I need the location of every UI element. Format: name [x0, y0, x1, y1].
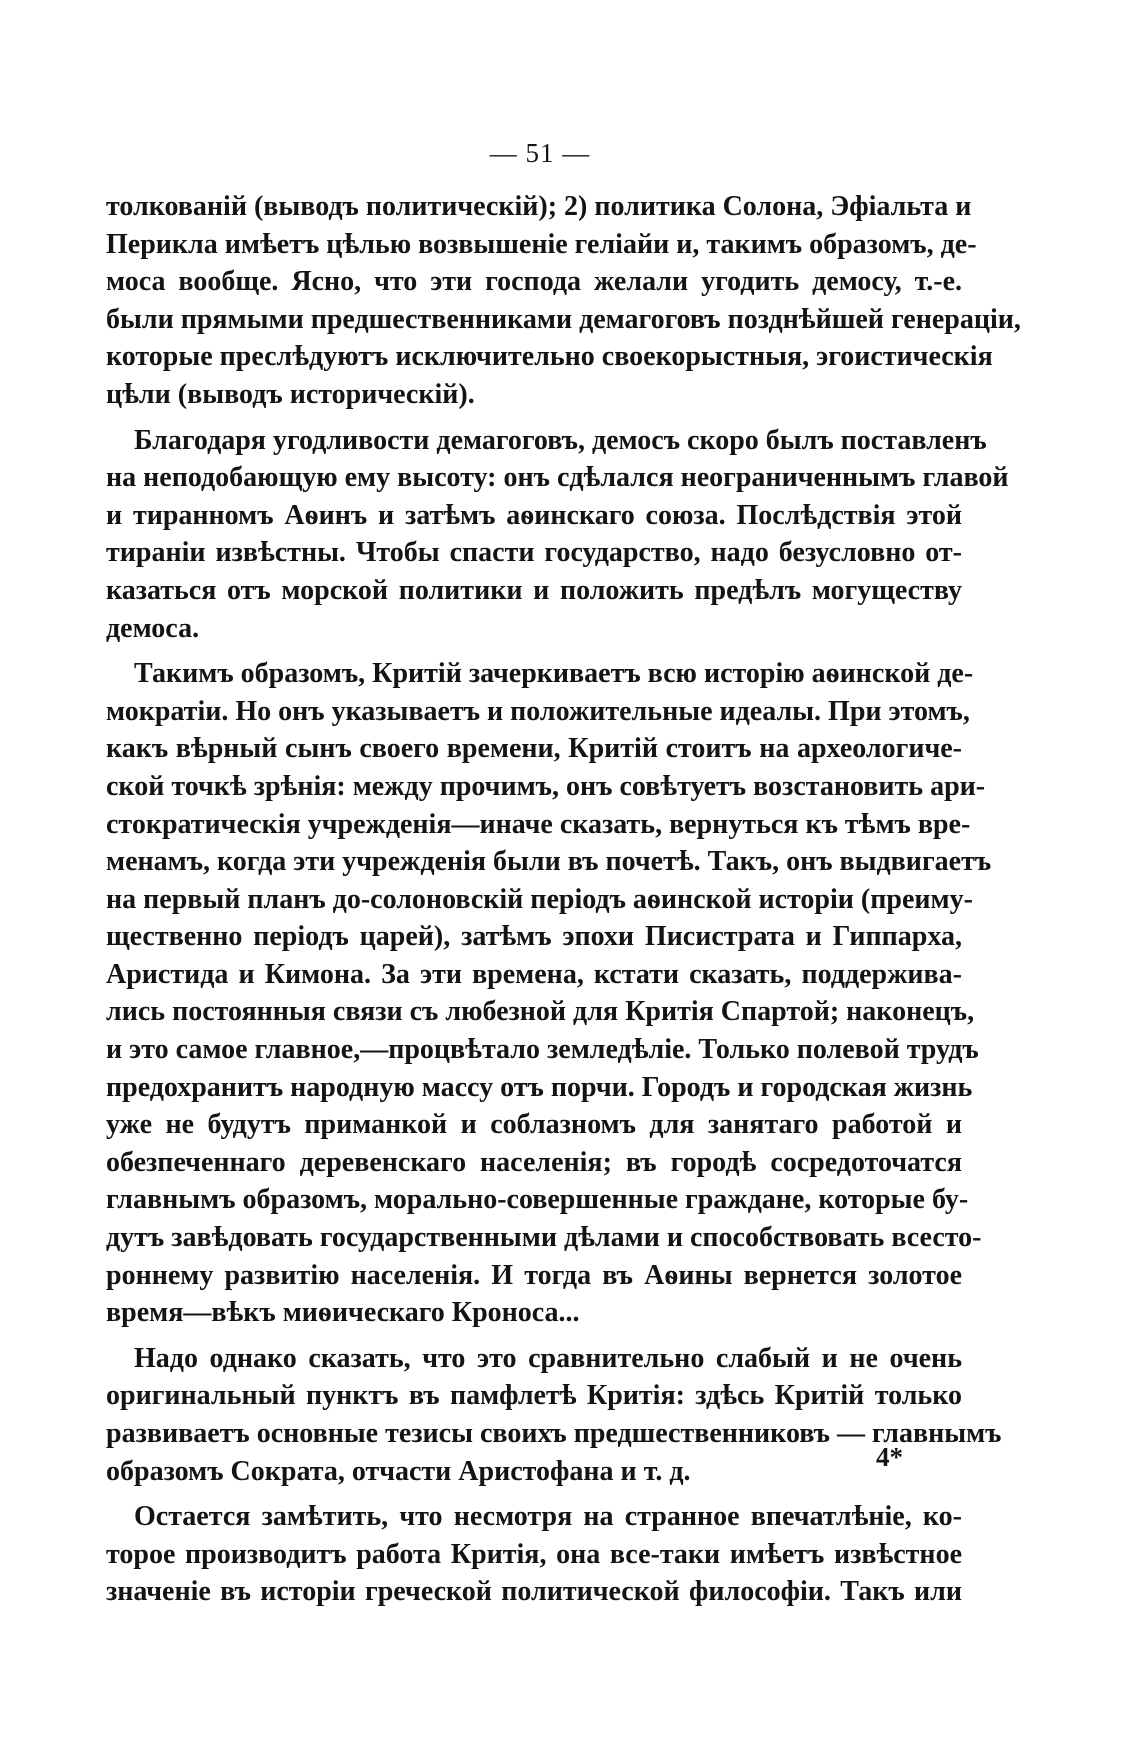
text-line: Аристида и Кимона. За эти времена, кстати сказать, поддержива- [106, 958, 962, 990]
text-line: которые преслѣдуютъ исключительно своекорыстныя, эгоистическія [106, 341, 993, 373]
text-line: образомъ Сократа, отчасти Аристофана и т. д. [106, 1455, 691, 1487]
text-line: развиваетъ основные тезисы своихъ предшественниковъ — главнымъ [106, 1418, 1002, 1449]
text-line: оригинальный пунктъ въ памфлетѣ Критія: здѣсь Критій только [106, 1380, 962, 1412]
text-line: казаться отъ морской политики и положить предѣлъ могуществу [106, 574, 962, 606]
paragraph [106, 188, 1021, 414]
paragraph [106, 1340, 1002, 1490]
text-line: дутъ завѣдовать государственными дѣлами и способствовать всесто- [106, 1222, 982, 1254]
signature-mark: 4* [876, 1442, 903, 1472]
paragraph [106, 1498, 962, 1611]
text-line: были прямыми предшественниками демагоговъ позднѣйшей генераціи, [106, 303, 1021, 335]
text-line: время—вѣкъ миѳическаго Кроноса... [106, 1297, 580, 1329]
text-line: лись постоянныя связи съ любезной для Критія Спартой; наконецъ, [106, 996, 975, 1028]
text-line: уже не будутъ приманкой и соблазномъ для занятаго работой и [106, 1109, 962, 1141]
text-line: предохранитъ народную массу отъ порчи. Городъ и городская жизнь [106, 1071, 973, 1103]
text-line: роннему развитію населенія. И тогда въ Аѳины вернется золотое [106, 1259, 962, 1291]
page-number: — 51 — [489, 138, 591, 168]
text-line: Остается замѣтить, что несмотря на странное впечатлѣніе, ко- [134, 1501, 962, 1533]
text-line: какъ вѣрный сынъ своего времени, Критій стоитъ на археологиче- [106, 733, 962, 765]
text-line: на первый планъ до-солоновскій періодъ аѳинской исторіи (преиму- [106, 883, 973, 915]
text-line: обезпеченнаго деревенскаго населенія; въ городѣ сосредоточатся [106, 1146, 962, 1178]
paragraph [106, 655, 992, 1332]
text-line: главнымъ образомъ, морально-совершенные граждане, которые бу- [106, 1184, 969, 1216]
text-line: Перикла имѣетъ цѣлью возвышеніе геліайи и, такимъ образомъ, де- [106, 228, 977, 260]
text-line: толкованій (выводъ политическій); 2) политика Солона, Эфіальта и [106, 191, 972, 222]
text-line: демоса. [106, 612, 200, 644]
text-line: Благодаря угодливости демагоговъ, демосъ скоро былъ поставленъ [134, 424, 987, 456]
text-line: и это самое главное,—процвѣтало земледѣліе. Только полевой трудъ [106, 1034, 979, 1066]
text-line: тираніи извѣстны. Чтобы спасти государство, надо безусловно от- [106, 537, 962, 569]
paragraph [106, 422, 1009, 648]
text-line: Надо однако сказать, что это сравнительно слабый и не очень [134, 1342, 962, 1374]
text-line: торое производитъ работа Критія, она все-таки имѣетъ извѣстное [106, 1538, 962, 1570]
body-text [106, 188, 1021, 1619]
text-line: стократическія учрежденія—иначе сказать, вернуться къ тѣмъ вре- [106, 808, 971, 840]
text-line: на неподобающую ему высоту: онъ сдѣлался неограниченнымъ главой [106, 462, 1009, 494]
text-line: мократіи. Но онъ указываетъ и положительные идеалы. При этомъ, [106, 695, 970, 727]
text-line: значеніе въ исторіи греческой политической философіи. Такъ или [106, 1576, 962, 1608]
text-line: щественно періодъ царей), затѣмъ эпохи Писистрата и Гиппарха, [106, 921, 962, 953]
text-line: цѣли (выводъ историческій). [106, 378, 475, 410]
text-line: Такимъ образомъ, Критій зачеркиваетъ всю исторію аѳинской де- [134, 658, 974, 690]
text-line: ской точкѣ зрѣнія: между прочимъ, онъ совѣтуетъ возстановить ари- [106, 770, 986, 802]
text-line: и тиранномъ Аѳинъ и затѣмъ аѳинскаго союза. Послѣдствія этой [106, 499, 962, 531]
text-line: менамъ, когда эти учрежденія были въ почетѣ. Такъ, онъ выдвигаетъ [106, 846, 992, 878]
text-line: моса вообще. Ясно, что эти господа желали угодить демосу, т.-е. [106, 266, 962, 298]
